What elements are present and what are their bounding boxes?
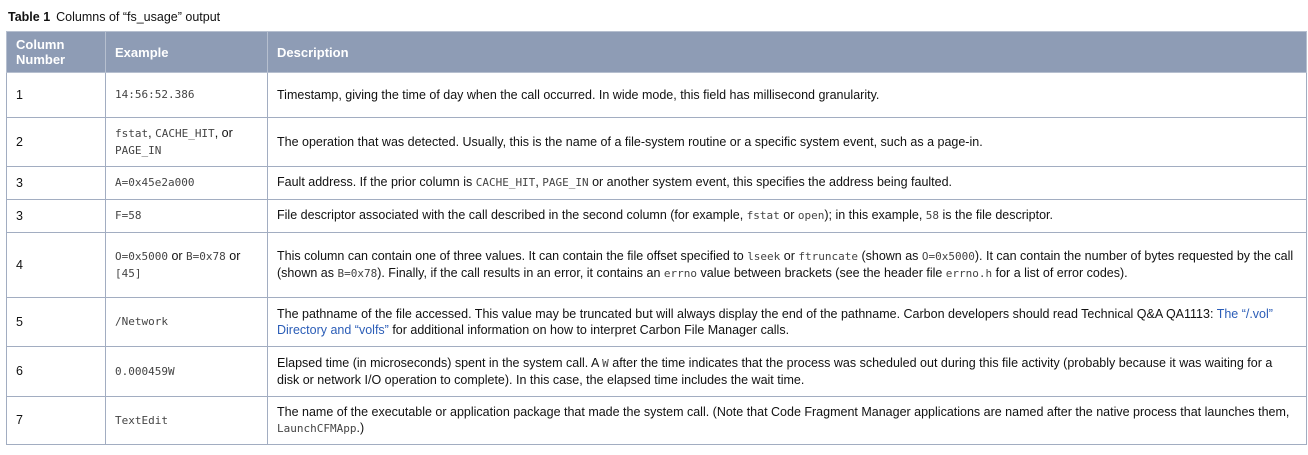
cell-number: 5	[7, 298, 106, 347]
table-row	[7, 397, 1307, 445]
cell-example	[106, 397, 268, 445]
cell-example	[106, 167, 268, 200]
cell-description	[268, 298, 1307, 347]
cell-number: 4	[7, 233, 106, 298]
code-term: /Network	[115, 315, 168, 329]
text-segment: for additional information on how to interpret Carbon File Manager calls.	[388, 323, 790, 337]
code-term: B=0x78	[337, 267, 378, 280]
code-term: F=58	[115, 209, 142, 223]
text-segment: or	[167, 248, 187, 263]
code-term: CACHE_HIT	[475, 176, 536, 190]
text-segment: ). It can contain the number of bytes requested by the call (shown as	[277, 248, 1294, 280]
cell-example	[106, 233, 268, 298]
code-term: O=0x5000	[921, 249, 975, 263]
code-term: lseek	[747, 249, 781, 263]
cell-number: 2	[7, 118, 106, 167]
text-segment: ); in this example,	[824, 208, 926, 223]
cell-number: 7	[7, 397, 106, 445]
cell-number: 1	[7, 73, 106, 118]
text-segment: is the file descriptor.	[939, 208, 1053, 223]
text-segment: or another system event, this specifies the address being faulted.	[588, 175, 953, 190]
code-term: W	[602, 356, 609, 370]
cell-number: 3	[7, 200, 106, 233]
caption-label: Table 1	[8, 10, 51, 24]
text-segment: Fault address. If the prior column is	[277, 175, 476, 190]
table-row	[7, 118, 1307, 167]
header-example: Example	[106, 32, 268, 73]
table-row	[7, 298, 1307, 347]
fs-usage-columns-table	[6, 31, 1307, 445]
text-segment: (shown as	[857, 248, 922, 263]
code-term: fstat	[746, 209, 780, 223]
cell-description	[268, 233, 1307, 298]
code-term: 58	[925, 209, 940, 223]
text-segment: ). Finally, if the call results in an error, it contains an	[377, 266, 664, 280]
doc-link[interactable]: The “/.vol” Directory and “volfs”	[277, 306, 1273, 337]
cell-number: 3	[7, 167, 106, 200]
table-row	[7, 200, 1307, 233]
cell-description	[268, 167, 1307, 200]
text-segment: for a list of error codes).	[992, 266, 1128, 280]
code-term: O=0x5000	[115, 249, 168, 263]
text-segment: , or	[214, 125, 233, 140]
text-segment: The name of the executable or application package that made the system call. (Note that Code Fragment Manager applications are named after the native process that launches them,	[277, 404, 1290, 419]
header-row	[7, 32, 1307, 73]
cell-example	[106, 347, 268, 397]
cell-description	[268, 73, 1307, 118]
code-term: errno.h	[945, 267, 993, 280]
text-segment: value between brackets (see the header file	[697, 266, 946, 280]
code-term: CACHE_HIT	[155, 126, 215, 140]
code-term: B=0x78	[186, 249, 226, 263]
caption-text: Columns of “fs_usage” output	[56, 10, 221, 24]
code-term: PAGE_IN	[115, 144, 162, 157]
code-term: [45]	[115, 267, 142, 280]
cell-description	[268, 397, 1307, 445]
text-segment: This column can contain one of three values. It can contain the file offset specified to	[277, 248, 748, 263]
cell-description	[268, 200, 1307, 233]
cell-description	[268, 347, 1307, 397]
code-term: errno	[663, 267, 698, 280]
text-segment: The pathname of the file accessed. This value may be truncated but will always display the end of the pathname. Carbon developers should read Technical Q&A QA1113:	[277, 306, 1217, 321]
text-segment: or	[779, 208, 798, 223]
code-term: PAGE_IN	[542, 176, 589, 190]
text-segment: File descriptor associated with the call described in the second column (for example,	[277, 208, 747, 223]
text-segment: after the time indicates that the process was scheduled out during this file activity (probably because it was waiting for a disk or network I/O operation to complete). In this case, the elapsed time includes the wait time.	[277, 355, 1273, 387]
code-term: LaunchCFMApp	[277, 422, 357, 435]
text-segment: or	[780, 248, 799, 263]
header-description: Description	[268, 32, 1307, 73]
code-term: fstat	[115, 126, 149, 140]
text-segment: ,	[535, 175, 543, 190]
cell-number: 6	[7, 347, 106, 397]
code-term: 14:56:52.386	[115, 88, 195, 102]
cell-example	[106, 73, 268, 118]
text-segment: .)	[356, 421, 365, 435]
code-term: open	[797, 209, 825, 223]
table-row	[7, 233, 1307, 298]
text-segment: Elapsed time (in microseconds) spent in the system call. A	[277, 355, 603, 370]
text-segment: ,	[148, 125, 156, 140]
code-term: 0.000459W	[115, 364, 175, 378]
table-row	[7, 167, 1307, 200]
text-segment: The operation that was detected. Usually, this is the name of a file-system routine or a specific system event, such as a page-in.	[277, 134, 983, 149]
header-column-number: Column Number	[7, 32, 106, 73]
cell-example	[106, 200, 268, 233]
table-row	[7, 73, 1307, 118]
cell-example	[106, 298, 268, 347]
cell-description	[268, 118, 1307, 167]
text-segment: Timestamp, giving the time of day when the call occurred. In wide mode, this field has millisecond granularity.	[277, 87, 880, 102]
table-caption	[8, 9, 220, 25]
code-term: TextEdit	[115, 413, 168, 427]
text-segment: or	[225, 248, 241, 263]
code-term: ftruncate	[798, 249, 858, 263]
table-row	[7, 347, 1307, 397]
code-term: A=0x45e2a000	[115, 176, 195, 190]
cell-example	[106, 118, 268, 167]
